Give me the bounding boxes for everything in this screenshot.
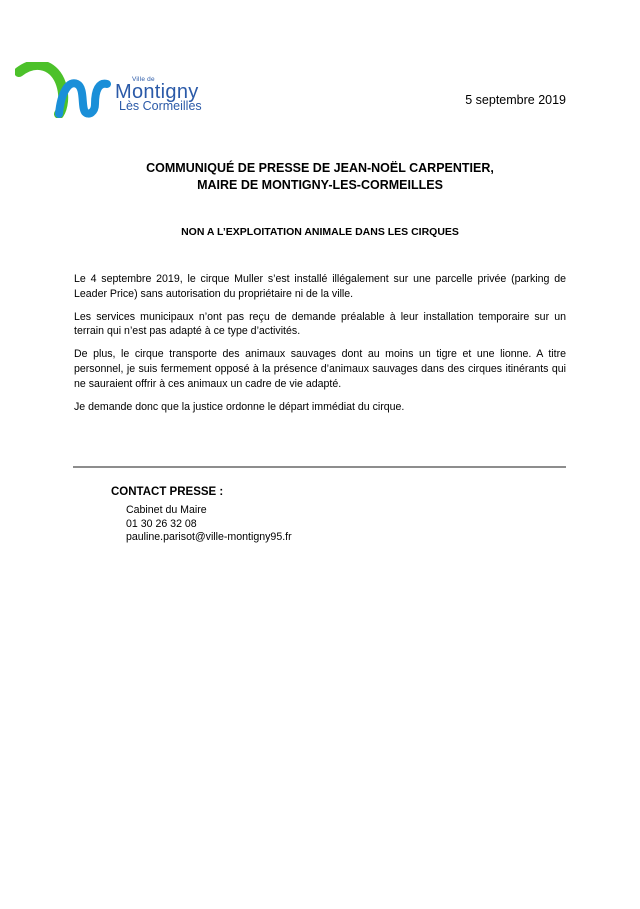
logo-swoosh-icon bbox=[15, 62, 115, 118]
logo-name: Montigny bbox=[115, 81, 199, 103]
logo-small-text: Ville de bbox=[132, 76, 155, 83]
contact-heading: CONTACT PRESSE : bbox=[111, 486, 224, 498]
contact-email: pauline.parisot@ville-montigny95.fr bbox=[126, 531, 292, 543]
divider bbox=[73, 466, 566, 468]
paragraph: Je demande donc que la justice ordonne le départ immédiat du cirque. bbox=[74, 400, 405, 413]
title-line-2: MAIRE DE MONTIGNY-LES-CORMEILLES bbox=[197, 178, 443, 192]
press-release-title bbox=[0, 160, 640, 194]
paragraph: Le 4 septembre 2019, le cirque Muller s’est installé illégalement sur une parcelle privée (parking de Leader Price) sans autorisation du propriétaire ni de la ville. bbox=[74, 273, 566, 300]
title-line-1: COMMUNIQUÉ DE PRESSE DE JEAN-NOËL CARPENTIER, bbox=[146, 161, 494, 175]
contact-phone: 01 30 26 32 08 bbox=[126, 517, 197, 530]
paragraph: Les services municipaux n’ont pas reçu de demande préalable à leur installation temporaire sur un terrain qui n’est pas adapté à ce type d’activités. bbox=[74, 310, 566, 338]
contact-office: Cabinet du Maire bbox=[126, 504, 207, 516]
paragraph: De plus, le cirque transporte des animaux sauvages dont au moins un tigre et une lionne. A titre personnel, je suis fermement opposé à la présence d’animaux sauvages dans des cirques itinérants qui ne sauraient offrir à ces animaux un cadre de vie adapté. bbox=[74, 348, 566, 390]
document-date: 5 septembre 2019 bbox=[465, 93, 566, 107]
logo-subname: Lès Cormeilles bbox=[119, 99, 202, 113]
press-release-subtitle: NON A L’EXPLOITATION ANIMALE DANS LES CIRQUES bbox=[181, 226, 459, 238]
city-logo bbox=[15, 62, 215, 118]
body-text bbox=[74, 272, 566, 423]
contact-details bbox=[126, 504, 292, 545]
